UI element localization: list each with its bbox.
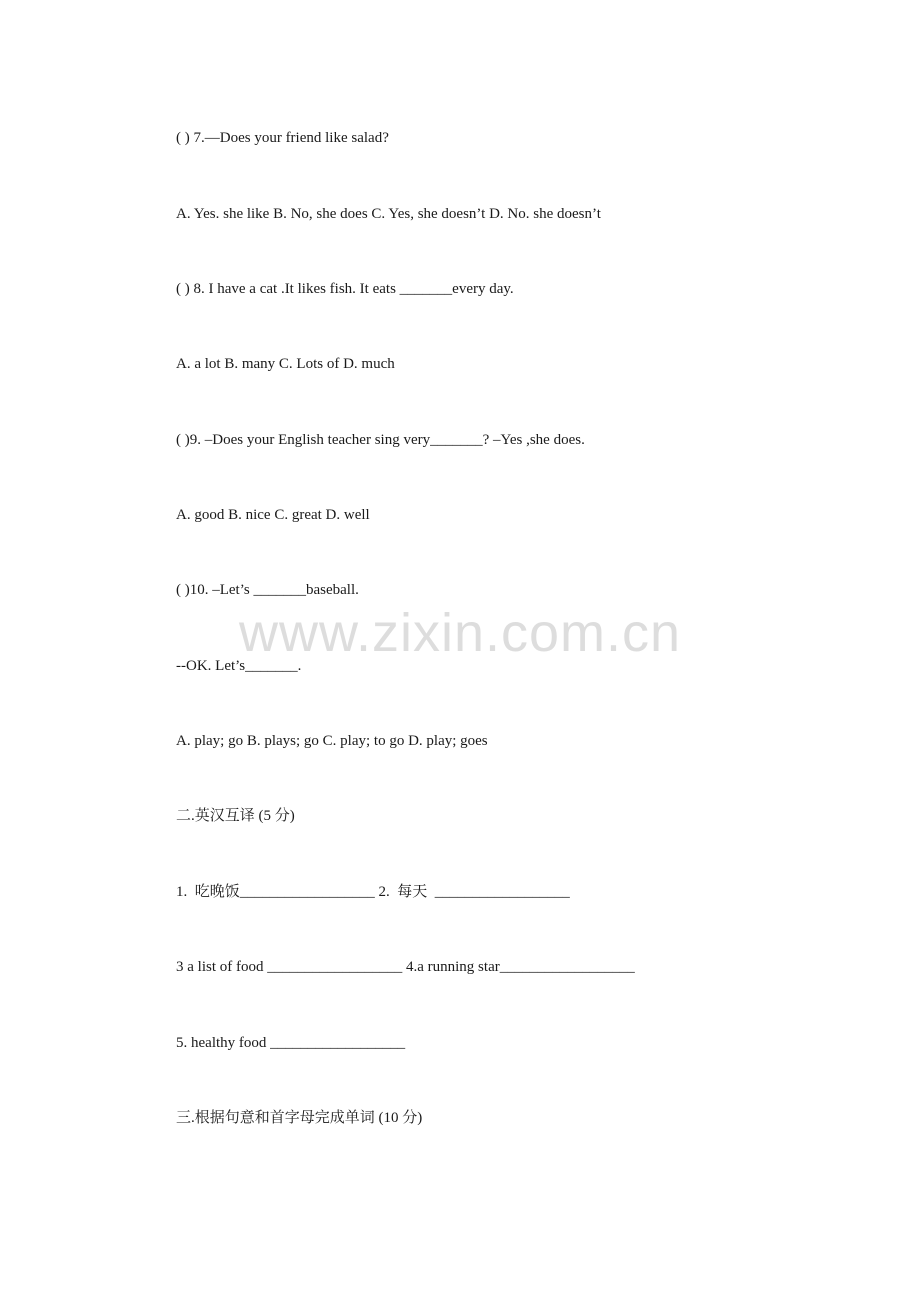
- translation-item-3-4: 3 a list of food __________________ 4.a running star__________________: [176, 959, 635, 975]
- question-9-options: A. good B. nice C. great D. well: [176, 507, 370, 523]
- question-10-response: --OK. Let’s_______.: [176, 658, 302, 674]
- watermark: www.zixin.com.cn: [238, 603, 682, 663]
- translation-item-5: 5. healthy food __________________: [176, 1035, 406, 1051]
- question-10-stem: ( )10. –Let’s _______baseball.: [176, 582, 359, 598]
- section-2-heading: 二.英汉互译 (5 分): [176, 808, 295, 824]
- question-7-stem: ( ) 7.—Does your friend like salad?: [176, 130, 389, 146]
- question-8-stem: ( ) 8. I have a cat .It likes fish. It eats _______every day.: [176, 281, 514, 297]
- question-8-options: A. a lot B. many C. Lots of D. much: [176, 356, 395, 372]
- section-3-heading: 三.根据句意和首字母完成单词 (10 分): [176, 1110, 423, 1126]
- question-10-options: A. play; go B. plays; go C. play; to go D. play; goes: [176, 733, 488, 749]
- question-7-options: A. Yes. she like B. No, she does C. Yes, she doesn’t D. No. she doesn’t: [176, 206, 601, 222]
- question-9-stem: ( )9. –Does your English teacher sing very_______? –Yes ,she does.: [176, 432, 585, 448]
- translation-item-1-2: 1. 吃晚饭__________________ 2. 每天 __________________: [176, 884, 570, 900]
